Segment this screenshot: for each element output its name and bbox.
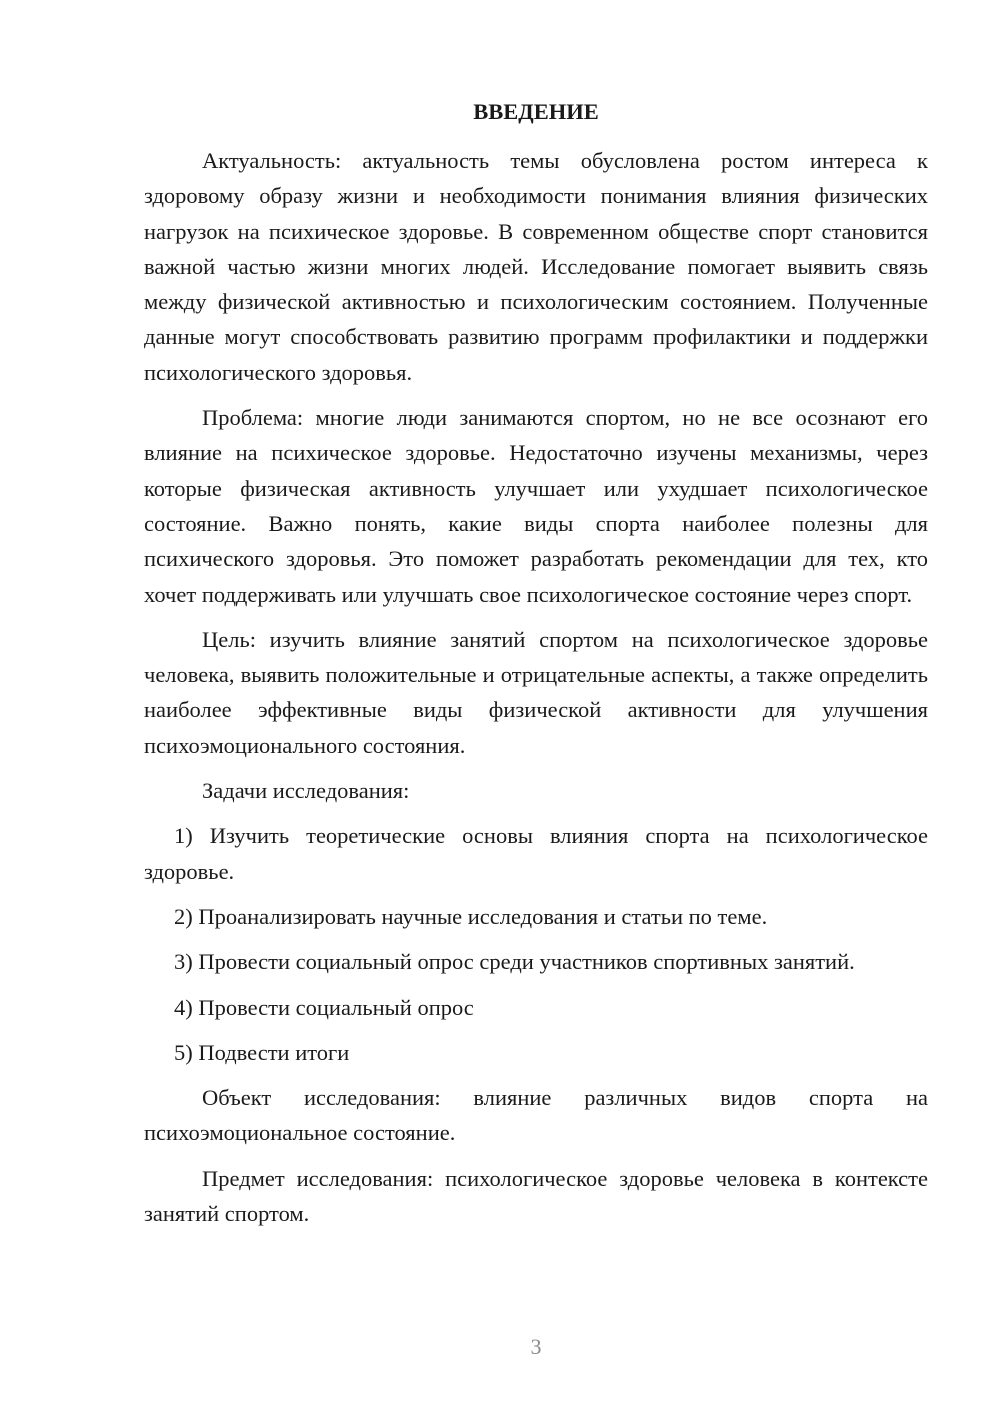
goal-paragraph: Цель: изучить влияние занятий спортом на психологическое здоровье человека, выявить положительные и отрицательные аспекты, а также определить наиболее эффективные виды физической активности для улучшения психоэмоционального состояния. bbox=[144, 626, 928, 758]
task-item-1: 1) Изучить теоретические основы влияния спорта на психологическое здоровье. bbox=[144, 823, 928, 884]
task-item-4: 4) Провести социальный опрос bbox=[174, 994, 474, 1020]
task-item-5: 5) Подвести итоги bbox=[174, 1039, 350, 1065]
page-number: 3 bbox=[530, 1334, 542, 1359]
tasks-list bbox=[144, 818, 928, 1070]
task-item-3: 3) Провести социальный опрос среди участников спортивных занятий. bbox=[174, 949, 855, 975]
tasks-heading: Задачи исследования: bbox=[202, 778, 410, 804]
subject-paragraph: Предмет исследования: психологическое здоровье человека в контексте занятий спортом. bbox=[144, 1165, 928, 1227]
task-item-2: 2) Проанализировать научные исследования и статьи по теме. bbox=[174, 903, 768, 929]
problem-paragraph: Проблема: многие люди занимаются спортом, но не все осознают его влияние на психическое здоровье. Недостаточно изучены механизмы, через которые физическая активность улучшает или ухудшает психологическое состояние. Важно понять, какие виды спорта наиболее полезны для психического здоровья. Это поможет разработать рекомендации для тех, кто хочет поддерживать или улучшать свое психологическое состояние через спорт. bbox=[144, 405, 928, 607]
relevance-paragraph: Актуальность: актуальность темы обусловлена ростом интереса к здоровому образу жизни и необходимости понимания влияния физических нагрузок на психическое здоровье. В современном обществе спорт становится важной частью жизни многих людей. Исследование помогает выявить связь между физической активностью и психологическим состоянием. Полученные данные могут способствовать развитию программ профилактики и поддержки психологического здоровья. bbox=[144, 148, 928, 385]
page-title: ВВЕДЕНИЕ bbox=[473, 99, 599, 124]
object-paragraph: Объект исследования: влияние различных видов спорта на психоэмоциональное состояние. bbox=[144, 1085, 928, 1146]
document-body bbox=[144, 94, 928, 1241]
